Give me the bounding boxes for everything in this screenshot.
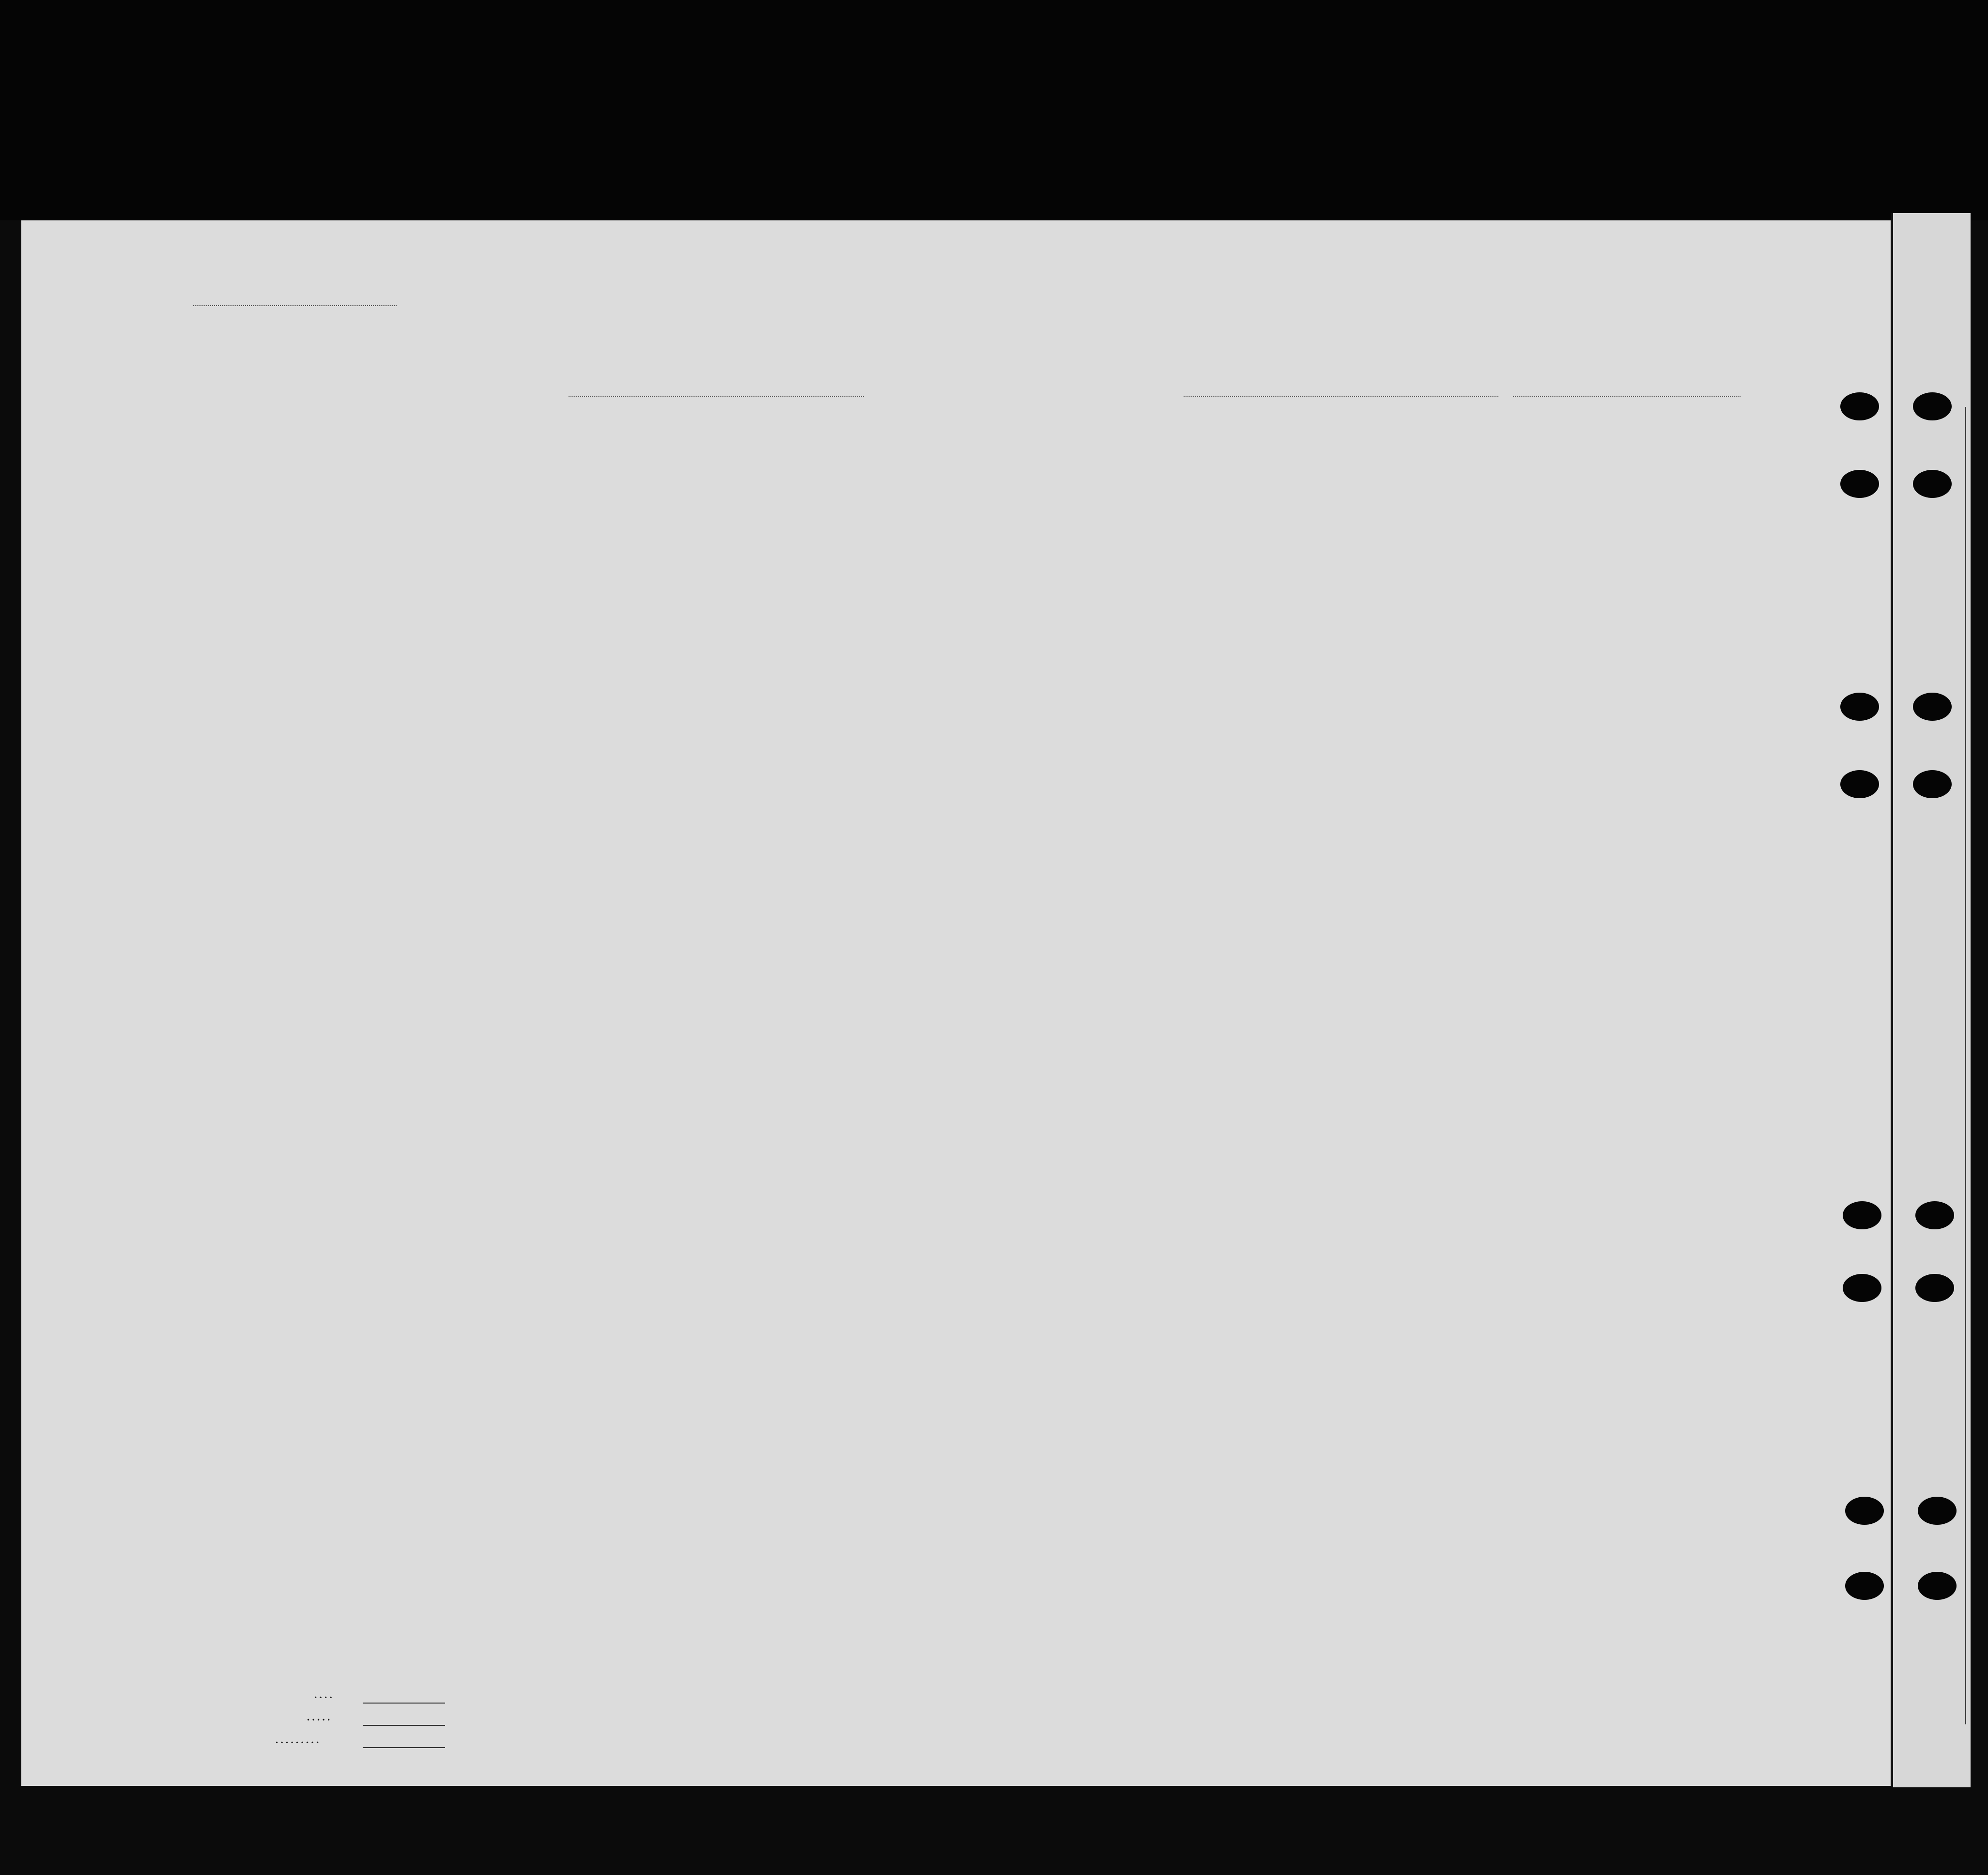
punch-hole	[1840, 770, 1879, 798]
total-underline-1	[363, 1703, 445, 1704]
punch-hole	[1843, 1274, 1881, 1302]
punch-hole	[1913, 693, 1952, 721]
total-underline-3	[363, 1747, 445, 1748]
punch-hole	[1845, 1572, 1884, 1600]
manifest-sheet	[21, 220, 1891, 1786]
date-underline	[1513, 396, 1741, 397]
list-underline	[193, 305, 397, 306]
punch-hole	[1915, 1201, 1954, 1229]
ship-underline	[569, 396, 864, 397]
punch-hole	[1840, 693, 1879, 721]
punch-hole	[1913, 470, 1952, 498]
total-dots-1: . . . .	[314, 1689, 332, 1701]
total-underline-2	[363, 1725, 445, 1726]
next-sheet-rule	[1965, 407, 1966, 1724]
punch-hole	[1918, 1572, 1957, 1600]
punch-hole	[1913, 770, 1952, 798]
punch-hole	[1840, 392, 1879, 420]
punch-hole	[1840, 470, 1879, 498]
punch-hole	[1913, 392, 1952, 420]
film-edge-print	[542, 4, 1840, 38]
punch-hole	[1918, 1497, 1957, 1525]
form-grid	[21, 220, 1891, 1786]
punch-hole	[1843, 1201, 1881, 1229]
punch-hole	[1845, 1497, 1884, 1525]
total-dots-2: . . . . .	[307, 1711, 330, 1723]
port-underline	[1184, 396, 1498, 397]
punch-hole	[1915, 1274, 1954, 1302]
total-dots-3: . . . . . . . . .	[276, 1734, 319, 1746]
next-sheet-edge	[1891, 213, 1971, 1787]
